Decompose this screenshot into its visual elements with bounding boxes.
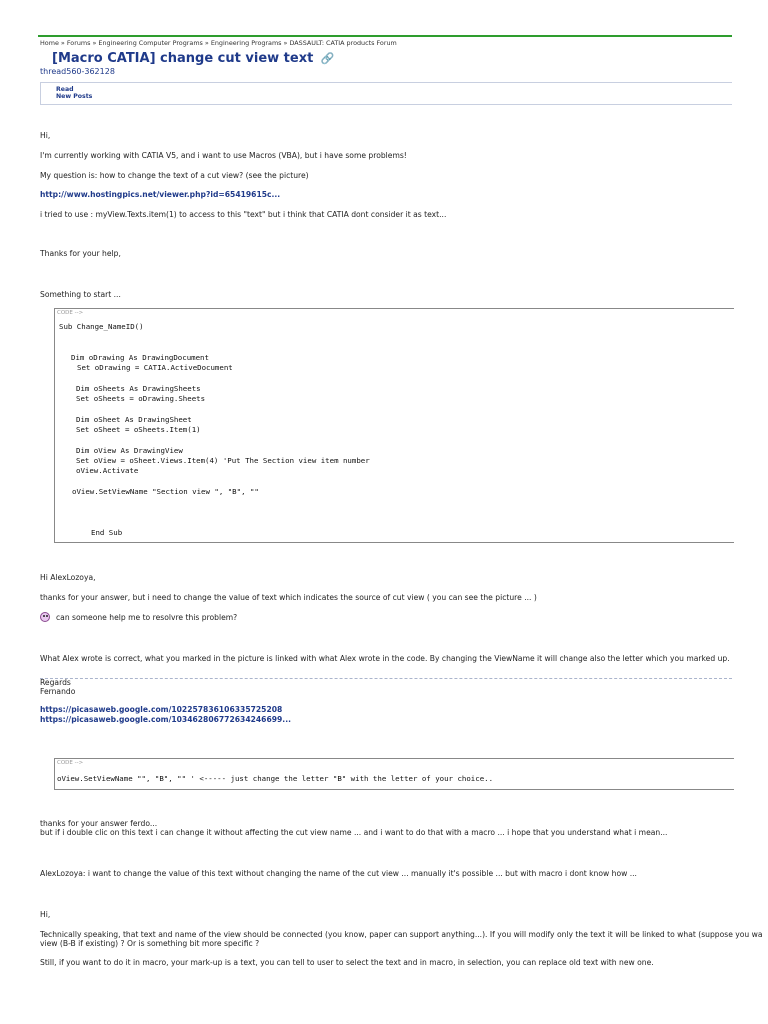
post3-text: thanks for your answer, but i need to change the value of text which indicates the source of cut view ( you can see the picture ... ): [40, 593, 537, 602]
post3-greeting: Hi AlexLozoya,: [40, 573, 96, 582]
code-line: Dim oSheets As DrawingSheets: [76, 384, 201, 393]
thread-title-text[interactable]: [Macro CATIA] change cut view text: [52, 51, 314, 66]
post4-picasa-link-1[interactable]: https://picasaweb.google.com/102257836106335725208: [40, 705, 283, 714]
post4-picasa-link-2[interactable]: https://picasaweb.google.com/103462806772634246699...: [40, 715, 291, 724]
code-line: Dim oSheet As DrawingSheet: [76, 415, 192, 424]
code-line: Dim oView As DrawingView: [76, 446, 183, 455]
breadcrumb[interactable]: Home » Forums » Engineering Computer Programs » Engineering Programs » DASSAULT: CATIA products Forum: [40, 39, 397, 47]
post4-text: What Alex wrote is correct, what you marked in the picture is linked with what Alex wrote in the code. By changing the ViewName it will change also the letter which you marked up.: [40, 654, 730, 663]
link-icon[interactable]: 🔗: [320, 52, 335, 65]
post1-attempt: i tried to use : myView.Texts.item(1) to access to this "text" but i think that CATIA dont consider it as text...: [40, 210, 447, 219]
post7-greeting: Hi,: [40, 910, 51, 919]
header-divider: [38, 35, 732, 37]
code-line: Set oDrawing = CATIA.ActiveDocument: [77, 363, 233, 372]
post1-thanks: Thanks for your help,: [40, 249, 121, 258]
thread-nav-box: [40, 82, 732, 105]
code-line: oView.Activate: [76, 466, 139, 475]
code-label: CODE -->: [57, 760, 84, 766]
code-line: Set oSheets = oDrawing.Sheets: [76, 394, 206, 403]
code-block: [54, 308, 734, 543]
new-posts-link[interactable]: New Posts: [56, 93, 93, 100]
post1-text: I'm currently working with CATIA V5, and i want to use Macros (VBA), but i have some problems!: [40, 151, 407, 160]
post6-text: AlexLozoya: i want to change the value of this text without changing the name of the cut view ... manually it's possible ... but with macro i dont know how ...: [40, 869, 637, 878]
post5-text: but if i double clic on this text i can change it without affecting the cut view name ... and i want to do that with a macro ... i hope that you understand what i mean...: [40, 828, 668, 837]
smiley-icon: [40, 612, 50, 622]
thread-id: thread560-362128: [40, 67, 115, 76]
post1-picture-link[interactable]: http://www.hostingpics.net/viewer.php?id=65419615c...: [40, 190, 281, 199]
post4-regards: Regards: [40, 678, 71, 687]
post5-thanks: thanks for your answer ferdo...: [40, 819, 158, 828]
post7-suggestion: Still, if you want to do it in macro, your mark-up is a text, you can tell to user to select the text and in macro, in selection, you can replace old text with new one.: [40, 958, 654, 967]
page-title[interactable]: [52, 51, 335, 66]
signature-divider: [40, 678, 732, 679]
code-line: Set oView = oSheet.Views.Item(4) 'Put The Section view item number: [76, 456, 370, 465]
code-line: Set oSheet = oSheets.Item(1): [76, 425, 201, 434]
code-label: CODE -->: [57, 310, 84, 316]
code-line: Dim oDrawing As DrawingDocument: [71, 353, 209, 362]
code-line: Sub Change_NameID(): [59, 322, 144, 331]
post7-text-cont: view (B-B if existing) ? Or is something bit more specific ?: [40, 939, 260, 948]
post2-intro: Something to start ...: [40, 290, 121, 299]
read-link[interactable]: Read: [56, 86, 74, 93]
post1-question: My question is: how to change the text of a cut view? (see the picture): [40, 171, 309, 180]
post1-greeting: Hi,: [40, 131, 51, 140]
code-line: oView.SetViewName "", "B", "" ' <----- just change the letter "B" with the letter of your choice..: [57, 774, 494, 783]
post3-question: can someone help me to resolvre this problem?: [56, 613, 238, 622]
code-line: oView.SetViewName "Section view ", "B", "": [72, 487, 259, 496]
post4-name: Fernando: [40, 687, 76, 696]
post7-text: Technically speaking, that text and name of the view should be connected (you know, paper can support anything...). If you will modify only the text it will be linked to what (suppose you wa: [40, 930, 763, 939]
code-line: End Sub: [91, 528, 123, 537]
code-block: [54, 758, 734, 790]
